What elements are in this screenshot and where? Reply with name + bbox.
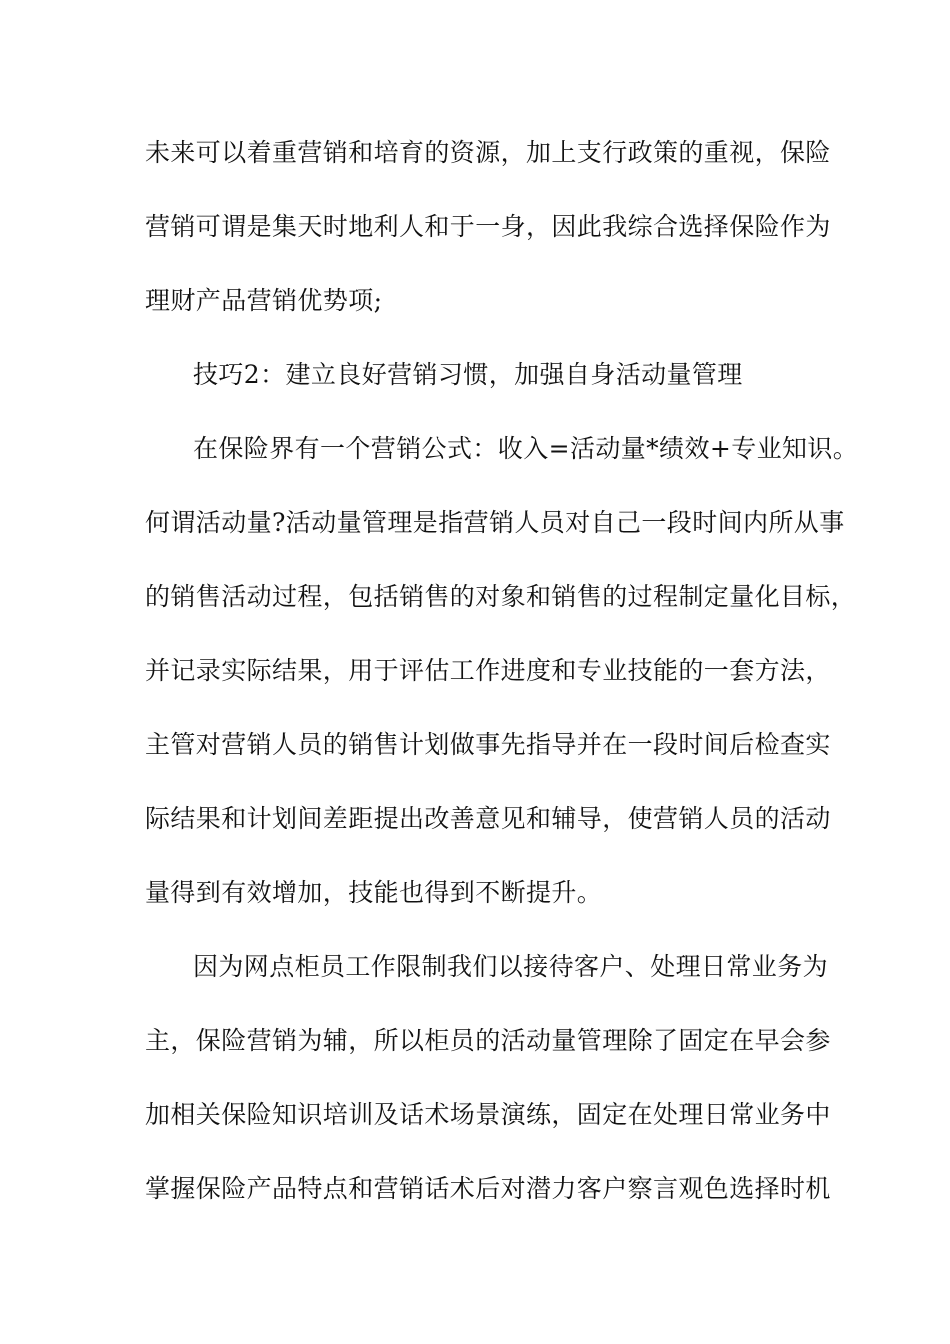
text-line-14: 加相关保险知识培训及话术场景演练，固定在处理日常业务中 bbox=[145, 1100, 831, 1129]
text-line-15: 掌握保险产品特点和营销话术后对潜力客户察言观色选择时机 bbox=[145, 1174, 831, 1203]
text-line-3: 理财产品营销优势项; bbox=[145, 286, 383, 315]
text-line-6: 何谓活动量?活动量管理是指营销人员对自己一段时间内所从事 bbox=[145, 508, 845, 537]
text-line-8: 并记录实际结果，用于评估工作进度和专业技能的一套方法， bbox=[145, 656, 831, 685]
text-line-11: 量得到有效增加，技能也得到不断提升。 bbox=[145, 878, 603, 907]
text-line-1: 未来可以着重营销和培育的资源，加上支行政策的重视，保险 bbox=[145, 138, 831, 167]
text-line-5: 在保险界有一个营销公式：收入=活动量*绩效+专业知识。 bbox=[193, 434, 859, 463]
text-line-2: 营销可谓是集天时地利人和于一身，因此我综合选择保险作为 bbox=[145, 212, 831, 241]
text-line-13: 主，保险营销为辅，所以柜员的活动量管理除了固定在早会参 bbox=[145, 1026, 831, 1055]
text-line-10: 际结果和计划间差距提出改善意见和辅导，使营销人员的活动 bbox=[145, 804, 831, 833]
text-line-12: 因为网点柜员工作限制我们以接待客户、处理日常业务为 bbox=[193, 952, 829, 981]
text-line-7: 的销售活动过程，包括销售的对象和销售的过程制定量化目标， bbox=[145, 582, 857, 611]
section-heading: 技巧2：建立良好营销习惯，加强自身活动量管理 bbox=[193, 360, 743, 389]
text-line-9: 主管对营销人员的销售计划做事先指导并在一段时间后检查实 bbox=[145, 730, 831, 759]
